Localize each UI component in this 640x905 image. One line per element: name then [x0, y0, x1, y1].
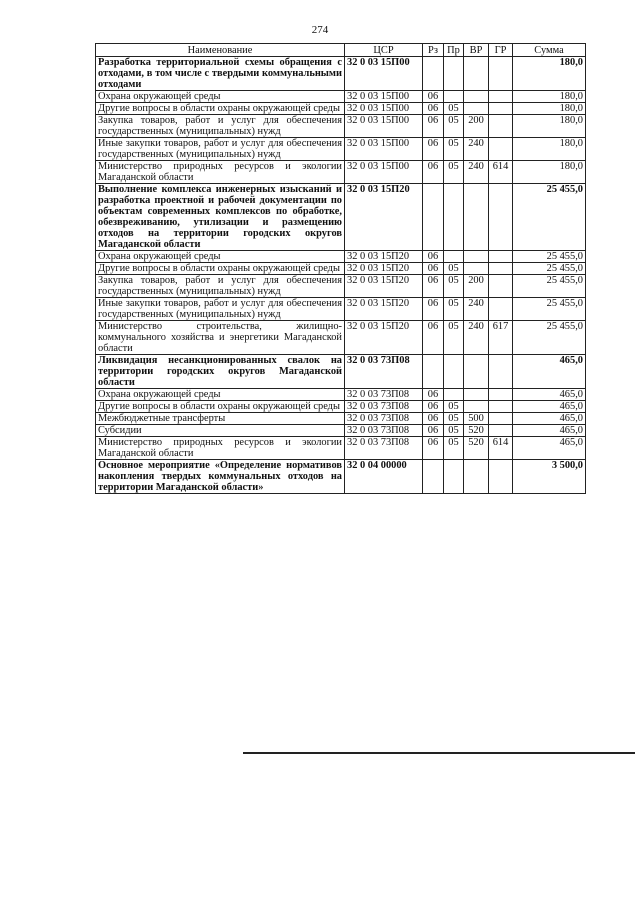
table-row: [96, 437, 586, 460]
cell-name: Охрана окружающей среды: [96, 91, 345, 103]
cell-vr: [464, 401, 489, 413]
cell-rz: [423, 57, 444, 91]
cell-gr: [489, 401, 513, 413]
cell-pr: 05: [444, 263, 464, 275]
cell-vr: [464, 263, 489, 275]
cell-sum: 465,0: [513, 401, 586, 413]
page-number: 274: [311, 24, 329, 36]
cell-gr: [489, 57, 513, 91]
cell-pr: [444, 251, 464, 263]
cell-sum: 25 455,0: [513, 275, 586, 298]
table-row: [96, 251, 586, 263]
cell-rz: 06: [423, 138, 444, 161]
table-row: [96, 460, 586, 494]
cell-rz: 06: [423, 401, 444, 413]
cell-pr: 05: [444, 413, 464, 425]
cell-csr: 32 0 03 15П20: [345, 184, 423, 251]
cell-rz: 06: [423, 161, 444, 184]
cell-csr: 32 0 03 15П20: [345, 298, 423, 321]
cell-sum: 180,0: [513, 115, 586, 138]
cell-sum: 25 455,0: [513, 321, 586, 355]
cell-vr: 200: [464, 115, 489, 138]
cell-vr: [464, 460, 489, 494]
table-row: [96, 425, 586, 437]
cell-rz: 06: [423, 103, 444, 115]
cell-rz: 06: [423, 413, 444, 425]
cell-vr: 520: [464, 425, 489, 437]
cell-name: Охрана окружающей среды: [96, 389, 345, 401]
cell-name: Разработка территориальной схемы обращения с отходами, в том числе с твердыми коммунальными отходами: [96, 57, 345, 91]
cell-gr: [489, 413, 513, 425]
table-row: [96, 298, 586, 321]
cell-sum: 180,0: [513, 103, 586, 115]
cell-name: Выполнение комплекса инженерных изысканий и разработка проектной и рабочей документации по объектам современных комплексов по обработке, обезвреживанию, утилизации и размещению отходов на территории городских округов Магаданской области: [96, 184, 345, 251]
cell-csr: 32 0 03 15П00: [345, 161, 423, 184]
cell-name: Другие вопросы в области охраны окружающей среды: [96, 401, 345, 413]
cell-csr: 32 0 03 15П20: [345, 321, 423, 355]
cell-csr: 32 0 03 73П08: [345, 425, 423, 437]
cell-vr: [464, 184, 489, 251]
cell-pr: [444, 460, 464, 494]
cell-sum: 25 455,0: [513, 298, 586, 321]
cell-name: Министерство строительства, жилищно-коммунального хозяйства и энергетики Магаданской области: [96, 321, 345, 355]
cell-sum: 180,0: [513, 138, 586, 161]
cell-gr: [489, 184, 513, 251]
cell-gr: [489, 355, 513, 389]
cell-gr: [489, 115, 513, 138]
cell-sum: 180,0: [513, 91, 586, 103]
cell-sum: 180,0: [513, 57, 586, 91]
table-row: [96, 355, 586, 389]
cell-vr: 500: [464, 413, 489, 425]
cell-vr: 240: [464, 321, 489, 355]
cell-pr: 05: [444, 275, 464, 298]
header-pr: Пр: [444, 44, 464, 57]
cell-pr: 05: [444, 138, 464, 161]
footer-divider: [243, 752, 635, 754]
cell-vr: 240: [464, 161, 489, 184]
cell-gr: [489, 138, 513, 161]
cell-vr: 240: [464, 138, 489, 161]
cell-vr: 200: [464, 275, 489, 298]
cell-name: Другие вопросы в области охраны окружающей среды: [96, 103, 345, 115]
cell-rz: 06: [423, 115, 444, 138]
cell-pr: 05: [444, 161, 464, 184]
header-vr: ВР: [464, 44, 489, 57]
cell-gr: [489, 275, 513, 298]
cell-pr: 05: [444, 437, 464, 460]
cell-vr: [464, 355, 489, 389]
cell-name: Министерство природных ресурсов и экологии Магаданской области: [96, 161, 345, 184]
cell-vr: [464, 389, 489, 401]
cell-sum: 25 455,0: [513, 184, 586, 251]
cell-csr: 32 0 03 15П00: [345, 57, 423, 91]
cell-sum: 465,0: [513, 437, 586, 460]
cell-name: Закупка товаров, работ и услуг для обеспечения государственных (муниципальных) нужд: [96, 115, 345, 138]
cell-pr: 05: [444, 401, 464, 413]
cell-csr: 32 0 03 15П00: [345, 138, 423, 161]
cell-name: Иные закупки товаров, работ и услуг для обеспечения государственных (муниципальных) нужд: [96, 298, 345, 321]
cell-rz: [423, 355, 444, 389]
cell-rz: 06: [423, 263, 444, 275]
cell-csr: 32 0 03 15П20: [345, 263, 423, 275]
cell-rz: 06: [423, 275, 444, 298]
table-row: [96, 57, 586, 91]
cell-gr: [489, 460, 513, 494]
cell-rz: 06: [423, 437, 444, 460]
budget-table: [95, 43, 586, 494]
cell-pr: 05: [444, 103, 464, 115]
table-row: [96, 275, 586, 298]
cell-sum: 465,0: [513, 413, 586, 425]
cell-name: Ликвидация несанкционированных свалок на территории городских округов Магаданской области: [96, 355, 345, 389]
cell-vr: 520: [464, 437, 489, 460]
cell-vr: [464, 57, 489, 91]
table-row: [96, 413, 586, 425]
cell-gr: [489, 103, 513, 115]
header-rz: Рз: [423, 44, 444, 57]
cell-gr: [489, 91, 513, 103]
cell-gr: [489, 251, 513, 263]
cell-name: Закупка товаров, работ и услуг для обеспечения государственных (муниципальных) нужд: [96, 275, 345, 298]
cell-rz: 06: [423, 298, 444, 321]
cell-csr: 32 0 03 73П08: [345, 413, 423, 425]
cell-pr: 05: [444, 321, 464, 355]
header-gr: ГР: [489, 44, 513, 57]
cell-sum: 465,0: [513, 355, 586, 389]
cell-name: Субсидии: [96, 425, 345, 437]
table-row: [96, 138, 586, 161]
cell-rz: [423, 184, 444, 251]
cell-pr: 05: [444, 298, 464, 321]
cell-pr: [444, 184, 464, 251]
cell-csr: 32 0 03 15П20: [345, 275, 423, 298]
table-row: [96, 184, 586, 251]
cell-csr: 32 0 03 15П00: [345, 103, 423, 115]
cell-csr: 32 0 04 00000: [345, 460, 423, 494]
cell-sum: 180,0: [513, 161, 586, 184]
table-header-row: [96, 44, 586, 57]
cell-gr: 614: [489, 161, 513, 184]
cell-pr: [444, 91, 464, 103]
cell-vr: 240: [464, 298, 489, 321]
table-row: [96, 91, 586, 103]
cell-sum: 465,0: [513, 389, 586, 401]
table-row: [96, 161, 586, 184]
cell-rz: 06: [423, 251, 444, 263]
table-row: [96, 263, 586, 275]
table-row: [96, 103, 586, 115]
cell-pr: [444, 389, 464, 401]
header-csr: ЦСР: [345, 44, 423, 57]
cell-sum: 3 500,0: [513, 460, 586, 494]
table-row: [96, 401, 586, 413]
cell-csr: 32 0 03 73П08: [345, 389, 423, 401]
cell-name: Межбюджетные трансферты: [96, 413, 345, 425]
cell-rz: 06: [423, 425, 444, 437]
header-name: Наименование: [96, 44, 345, 57]
cell-rz: 06: [423, 91, 444, 103]
cell-vr: [464, 91, 489, 103]
cell-pr: 05: [444, 425, 464, 437]
cell-name: Другие вопросы в области охраны окружающей среды: [96, 263, 345, 275]
cell-pr: [444, 57, 464, 91]
cell-csr: 32 0 03 15П20: [345, 251, 423, 263]
cell-name: Министерство природных ресурсов и экологии Магаданской области: [96, 437, 345, 460]
cell-csr: 32 0 03 73П08: [345, 437, 423, 460]
cell-pr: [444, 355, 464, 389]
cell-name: Основное мероприятие «Определение нормативов накопления твердых коммунальных отходов на территории Магаданской области»: [96, 460, 345, 494]
cell-csr: 32 0 03 73П08: [345, 355, 423, 389]
table-row: [96, 115, 586, 138]
cell-gr: [489, 425, 513, 437]
cell-gr: 617: [489, 321, 513, 355]
cell-rz: [423, 460, 444, 494]
cell-name: Иные закупки товаров, работ и услуг для обеспечения государственных (муниципальных) нужд: [96, 138, 345, 161]
table-row: [96, 321, 586, 355]
cell-rz: 06: [423, 321, 444, 355]
cell-csr: 32 0 03 15П00: [345, 115, 423, 138]
cell-gr: [489, 298, 513, 321]
cell-rz: 06: [423, 389, 444, 401]
cell-gr: 614: [489, 437, 513, 460]
cell-name: Охрана окружающей среды: [96, 251, 345, 263]
table-row: [96, 389, 586, 401]
cell-pr: 05: [444, 115, 464, 138]
cell-vr: [464, 103, 489, 115]
cell-csr: 32 0 03 15П00: [345, 91, 423, 103]
cell-gr: [489, 389, 513, 401]
cell-sum: 465,0: [513, 425, 586, 437]
cell-vr: [464, 251, 489, 263]
cell-gr: [489, 263, 513, 275]
cell-sum: 25 455,0: [513, 251, 586, 263]
header-sum: Сумма: [513, 44, 586, 57]
cell-sum: 25 455,0: [513, 263, 586, 275]
cell-csr: 32 0 03 73П08: [345, 401, 423, 413]
